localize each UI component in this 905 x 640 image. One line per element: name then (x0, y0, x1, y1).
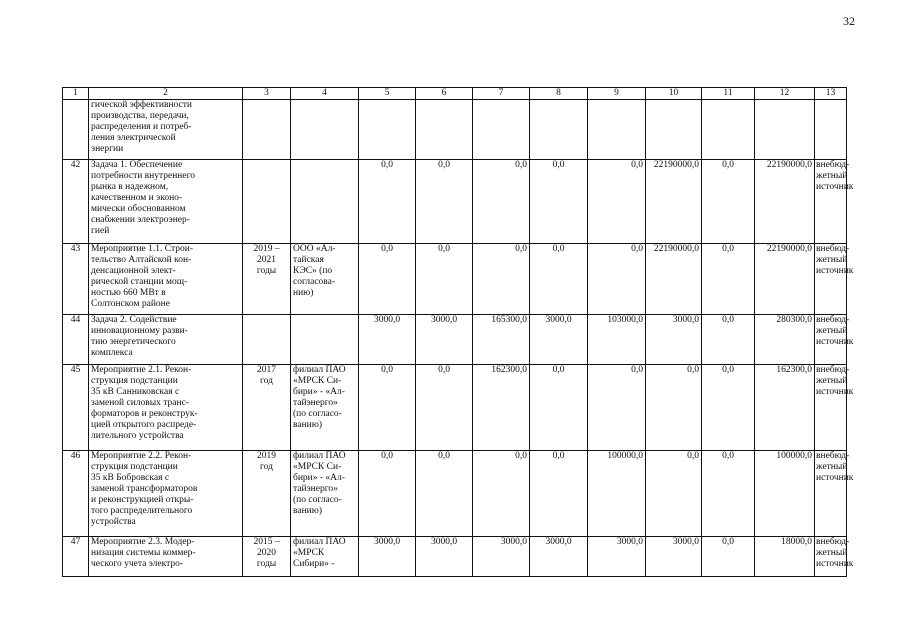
cell-text-line: струкция подстанции (91, 376, 178, 386)
cell-text-line: 2019 (257, 451, 276, 461)
cell-executor (291, 244, 359, 315)
cell-text-line: внебюд- (816, 244, 850, 254)
cell-value-7: 0,0 (473, 244, 530, 315)
cell-row-number: 44 (63, 315, 89, 365)
cell-text-line: бири» - «Ал- (293, 387, 345, 397)
cell-text-line: тайская (293, 255, 324, 265)
cell-text-line: Мероприятие 2.1. Рекон- (91, 365, 192, 375)
cell-description (89, 315, 243, 365)
cell-executor (291, 365, 359, 451)
cell-text-line: Задача 1. Обеспечение (91, 160, 183, 170)
cell-text-line: 2021 (257, 255, 276, 265)
cell-description (89, 537, 243, 577)
cell-executor (291, 537, 359, 577)
cell-value-5: 0,0 (359, 244, 416, 315)
column-header-5: 5 (359, 88, 416, 100)
cell-value-10: 22190000,0 (646, 244, 702, 315)
cell-text-line: тию энергетического (91, 337, 176, 347)
cell-value-12: 18000,0 (755, 537, 815, 577)
cell-funding-source (815, 451, 854, 537)
cell-value-12: 100000,0 (755, 451, 815, 537)
cell-text-line: жетный (816, 171, 848, 181)
cell-text-line: заменой трансформаторов (91, 484, 198, 494)
cell-description (89, 160, 243, 244)
cell-value-5: 0,0 (359, 365, 416, 451)
cell-text-line: источник (816, 266, 854, 276)
cell-text-line: производства, передачи, (91, 111, 189, 121)
cell-period (243, 160, 291, 244)
cell-value-6: 3000,0 (416, 537, 473, 577)
cell-text-line: 2019 – (253, 244, 280, 254)
cell-text-line: внебюд- (816, 160, 850, 170)
column-header-13: 13 (815, 88, 847, 100)
cell-text-line: Задача 2. Содействие (91, 315, 177, 325)
cell-funding-source (815, 315, 854, 365)
cell-value-8: 3000,0 (530, 315, 588, 365)
cell-text-line: «МРСК (293, 548, 325, 558)
table-header (63, 88, 847, 100)
column-header-10: 10 (646, 88, 702, 100)
cell-text-line: 2020 (257, 548, 276, 558)
cell-period (243, 365, 291, 451)
cell-value-11: 0,0 (702, 451, 755, 537)
cell-text-line: тельство Алтайской кон- (91, 255, 192, 265)
cell-text-line: ванию) (293, 506, 323, 516)
cell-text-line: источник (816, 182, 854, 192)
cell-value-10: 0,0 (646, 365, 702, 451)
cell-period (243, 244, 291, 315)
cell-text-line: того распределительного (91, 506, 193, 516)
cell-value-11: 0,0 (702, 537, 755, 577)
cell-executor (291, 160, 359, 244)
cell-no (63, 100, 89, 160)
cell-value-7: 0,0 (473, 451, 530, 537)
cell-value-9: 0,0 (588, 365, 646, 451)
column-header-8: 8 (530, 88, 588, 100)
cell-text-line: гической эффективности (91, 100, 192, 110)
cell-text-line: (по согласо- (293, 495, 342, 505)
cell-executor (291, 315, 359, 365)
cell-row-number: 45 (63, 365, 89, 451)
cell-value-5: 0,0 (359, 451, 416, 537)
cell-text-line: Солтонском районе (91, 299, 170, 309)
cell-text-line: ления электрической (91, 133, 176, 143)
cell-row-number: 46 (63, 451, 89, 537)
cell-text-line: жетный (816, 255, 848, 265)
cell-period (243, 315, 291, 365)
column-header-7: 7 (473, 88, 530, 100)
cell-text-line: жетный (816, 376, 848, 386)
cell-executor (291, 451, 359, 537)
cell-text-line: снабжении электроэнер- (91, 215, 190, 225)
column-header-2: 2 (89, 88, 243, 100)
cell-text-line: источник (816, 337, 854, 347)
cell-text-line: качественном и эконо- (91, 193, 183, 203)
cell-value-11: 0,0 (702, 244, 755, 315)
cell-text-line: инновационному разви- (91, 326, 188, 336)
table-row (63, 160, 847, 244)
cell-text-line: денсационной элект- (91, 266, 176, 276)
cell-text-line: жетный (816, 462, 848, 472)
cell-text-line: внебюд- (816, 365, 850, 375)
cell-text-line: ностью 660 МВт в (91, 288, 166, 298)
cell-value-9: 100000,0 (588, 451, 646, 537)
cell-value-10: 0,0 (646, 451, 702, 537)
cell-value-5: 3000,0 (359, 537, 416, 577)
cell-value-6: 0,0 (416, 365, 473, 451)
cell-description (89, 244, 243, 315)
cell-text-line: комплекса (91, 348, 133, 358)
cell-value-9: 3000,0 (588, 537, 646, 577)
cell-text-line: 35 кВ Бобровская с (91, 473, 170, 483)
cell-text-line: внебюд- (816, 451, 850, 461)
column-header-12: 12 (755, 88, 815, 100)
table-body (63, 100, 854, 577)
cell-value-7: 165300,0 (473, 315, 530, 365)
cell-text-line: низация системы коммер- (91, 548, 196, 558)
cell-period (243, 451, 291, 537)
cell-text-line: годы (256, 266, 277, 276)
cell-text-line: заменой силовых транс- (91, 398, 189, 408)
cell-text-line: тайэнерго» (293, 398, 338, 408)
cell-text-line: жетный (816, 326, 848, 336)
cell-text-line: источник (816, 559, 854, 569)
cell-funding-source (815, 244, 854, 315)
cell-text-line: струкция подстанции (91, 462, 178, 472)
cell-text-line: источник (816, 387, 854, 397)
cell-text-line: годы (256, 559, 277, 569)
cell-text-line: гией (91, 226, 110, 236)
cell-text-line: ческого учета электро- (91, 559, 184, 569)
column-header-9: 9 (588, 88, 646, 100)
cell-value-12: 162300,0 (755, 365, 815, 451)
cell-value-9: 0,0 (588, 160, 646, 244)
cell-value-7: 3000,0 (473, 537, 530, 577)
cell-text-line: ванию) (293, 420, 323, 430)
cell-text-line: жетный (816, 548, 848, 558)
cell-text-line: устройства (91, 517, 136, 527)
cell-text-line: бири» - «Ал- (293, 473, 345, 483)
cell-value-8: 0,0 (530, 451, 588, 537)
cell-text-line: Мероприятие 2.2. Рекон- (91, 451, 192, 461)
cell-text-line: форматоров и реконструк- (91, 409, 198, 419)
cell-text-line: рической станции мощ- (91, 277, 188, 287)
cell-text-line: распределения и потреб- (91, 122, 192, 132)
cell-funding-source (815, 537, 854, 577)
cell-text-line: 35 кВ Санниковская с (91, 387, 180, 397)
cell-text-line: внебюд- (816, 537, 850, 547)
cell-text-line: «МРСК Си- (293, 376, 342, 386)
cell-row-number: 47 (63, 537, 89, 577)
cell-text-line: (по согласо- (293, 409, 342, 419)
cell-value-12: 22190000,0 (755, 244, 815, 315)
budget-table-wrapper (62, 87, 854, 577)
cell-text-line: «МРСК Си- (293, 462, 342, 472)
cell-value-6: 0,0 (416, 451, 473, 537)
cell-value-12: 22190000,0 (755, 160, 815, 244)
cell-text-line: и реконструкцией откры- (91, 495, 194, 505)
cell-value-8: 0,0 (530, 244, 588, 315)
table-row (63, 315, 847, 365)
cell-value-5: 0,0 (359, 160, 416, 244)
cell-value-6: 0,0 (416, 160, 473, 244)
column-header-4: 4 (291, 88, 359, 100)
column-header-6: 6 (416, 88, 473, 100)
cell-text-line: год (260, 376, 273, 386)
cell-text-line: согласова- (293, 277, 336, 287)
cell-text-line: 2015 – (253, 537, 280, 547)
cell-text-line: нию) (293, 288, 314, 298)
cell-value-11: 0,0 (702, 315, 755, 365)
cell-value-9: 0,0 (588, 244, 646, 315)
cell-text-line: мически обоснованном (91, 204, 186, 214)
cell-text-line: лительного устройства (91, 431, 184, 441)
cell-value-12: 280300,0 (755, 315, 815, 365)
cell-value-6: 3000,0 (416, 315, 473, 365)
cell-value-8: 0,0 (530, 365, 588, 451)
cell-value-8: 3000,0 (530, 537, 588, 577)
cell-value-10: 3000,0 (646, 315, 702, 365)
cell-value-10: 3000,0 (646, 537, 702, 577)
table-row (63, 365, 847, 451)
page-number: 32 (843, 14, 855, 28)
continued-row (63, 100, 847, 160)
cell-text-line: Мероприятие 2.3. Модер- (91, 537, 195, 547)
cell-value-7: 0,0 (473, 160, 530, 244)
cell-text-line: рынка в надежном, (91, 182, 169, 192)
cell-text-line: Мероприятие 1.1. Строи- (91, 244, 194, 254)
cell-text-line: Сибири» - (293, 559, 335, 569)
cell-period (243, 537, 291, 577)
cell-text-line: потребности внутреннего (91, 171, 196, 181)
cell-text-line: филиал ПАО (293, 537, 346, 547)
cell-row-number: 42 (63, 160, 89, 244)
cell-funding-source (815, 365, 854, 451)
cell-description (89, 100, 243, 160)
column-header-1: 1 (63, 88, 89, 100)
cell-value-7: 162300,0 (473, 365, 530, 451)
cell-value-10: 22190000,0 (646, 160, 702, 244)
cell-text-line: энергии (91, 144, 124, 154)
budget-table (62, 87, 854, 577)
cell-value-11: 0,0 (702, 365, 755, 451)
cell-value-9: 103000,0 (588, 315, 646, 365)
cell-value-6: 0,0 (416, 244, 473, 315)
column-header-3: 3 (243, 88, 291, 100)
header-row (63, 88, 847, 100)
cell-text-line: цией открытого распреде- (91, 420, 197, 430)
table-row (63, 244, 847, 315)
cell-text-line: филиал ПАО (293, 365, 346, 375)
table-row (63, 537, 847, 577)
cell-text-line: филиал ПАО (293, 451, 346, 461)
cell-row-number: 43 (63, 244, 89, 315)
cell-text-line: тайэнерго» (293, 484, 338, 494)
cell-value-8: 0,0 (530, 160, 588, 244)
cell-text-line: год (260, 462, 273, 472)
cell-text-line: 2017 (257, 365, 276, 375)
column-header-11: 11 (702, 88, 755, 100)
cell-text-line: источник (816, 473, 854, 483)
cell-value-11: 0,0 (702, 160, 755, 244)
cell-description (89, 451, 243, 537)
cell-text-line: КЭС» (по (293, 266, 333, 276)
table-row (63, 451, 847, 537)
cell-description (89, 365, 243, 451)
cell-value-5: 3000,0 (359, 315, 416, 365)
cell-funding-source (815, 160, 854, 244)
cell-text-line: ООО «Ал- (293, 244, 336, 254)
cell-text-line: внебюд- (816, 315, 850, 325)
